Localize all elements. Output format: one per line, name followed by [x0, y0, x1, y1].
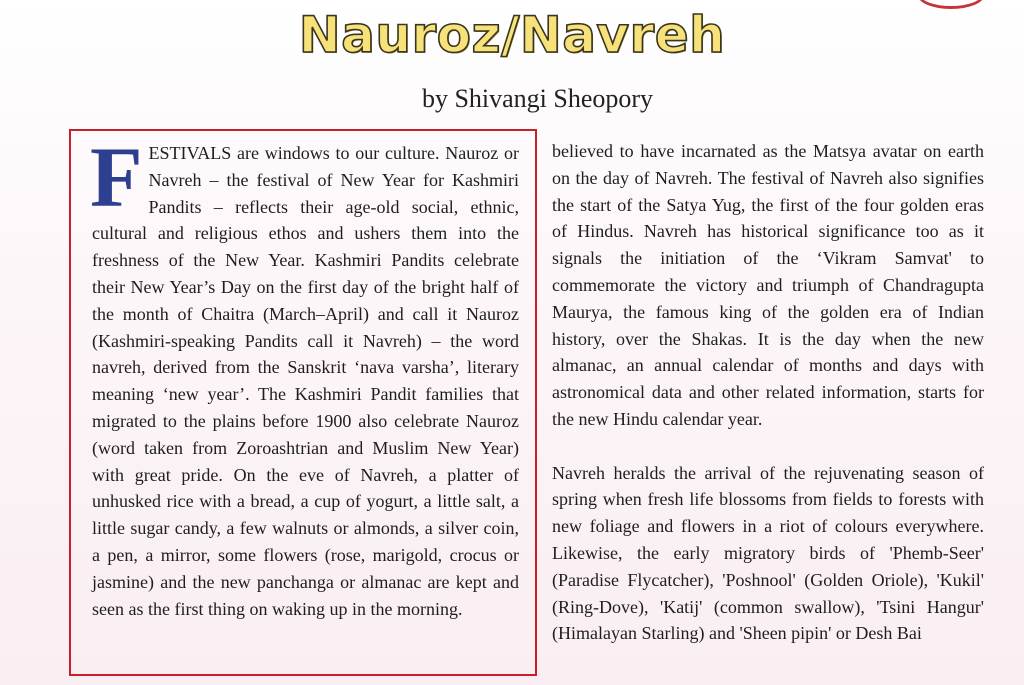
right-column	[552, 138, 984, 647]
paragraph-gap	[552, 433, 984, 460]
article-title: Nauroz/Navreh	[298, 6, 726, 64]
intro-text: ESTIVALS are windows to our culture. Nauroz or Navreh – the festival of New Year for Kashmiri Pandits – reflects their age-old social, ethnic, cultural and religious ethos and ushers them into the freshness of the New Year. Kashmiri Pandits celebrate their New Year’s Day on the first day of the bright half of the month of Chaitra (March–April) and call it Nauroz (Kashmiri-speaking Pandits call it Navreh) – the word navreh, derived from the Sanskrit ‘nava varsha’, literary meaning ‘new year’. The Kashmiri Pandit families that migrated to the plains before 1900 also celebrate Nauroz (word taken from Zoroashtrian and Muslim New Year) with great pride. On the eve of Navreh, a platter of unhusked rice with a bread, a cup of yogurt, a little salt, a little sugar candy, a few walnuts or almonds, a silver coin, a pen, a mirror, some flowers (rose, marigold, crocus or jasmine) and the new panchanga or almanac are kept and seen as the first thing on waking up in the morning.	[92, 143, 519, 619]
body-paragraph-2: Navreh heralds the arrival of the rejuvenating season of spring when fresh life blossoms from fields to forests with new foliage and flowers in a riot of colours everywhere. Likewise, the early migratory birds of 'Phemb-Seer' (Paradise Flycatcher), 'Poshnool' (Golden Oriole), 'Kukil' (Ring-Dove), 'Katij' (common swallow), 'Tsini Hangur' (Himalayan Starling) and 'Sheen pipin' or Desh Bai	[552, 462, 984, 644]
boxed-intro-column	[69, 129, 537, 676]
intro-paragraph	[90, 129, 519, 622]
body-paragraph-1: believed to have incarnated as the Matsya avatar on earth on the day of Navreh. The festival of Navreh also signifies the start of the Satya Yug, the first of the four golden eras of Hindus. Navreh has historical significance too as it signals the initiation of the ‘Vikram Samvat' to commemorate the victory and triumph of Chandragupta Maurya, the famous king of the golden era of Indian history, over the Shakas. It is the day when the new almanac, an annual calendar of months and days with astronomical data and other related information, starts for the new Hindu calendar year.	[552, 141, 984, 429]
article-byline: by Shivangi Sheopory	[421, 84, 654, 113]
drop-cap: F	[90, 129, 143, 225]
